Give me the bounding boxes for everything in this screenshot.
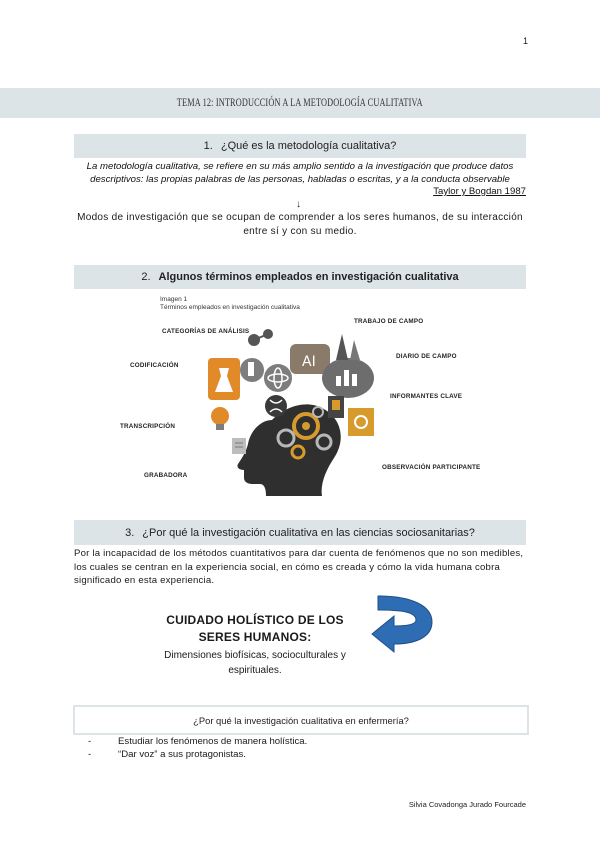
definition-quote bbox=[74, 160, 526, 186]
section3-body-line-1: Por la incapacidad de los métodos cuantitativos para dar cuenta de fenómenos que no son medibles, bbox=[74, 548, 524, 559]
term-categorias: CATEGORÍAS DE ANÁLISIS bbox=[162, 328, 250, 335]
figure-caption-line-2: Términos empleados en investigación cualitativa bbox=[160, 304, 300, 311]
figure-caption-line-1: Imagen 1 bbox=[160, 296, 188, 303]
network-icon bbox=[248, 329, 273, 346]
section3-number: 3. bbox=[125, 526, 135, 539]
dna-icon bbox=[265, 395, 287, 417]
section1-title: ¿Qué es la metodología cualitativa? bbox=[220, 140, 397, 152]
chemistry-icon bbox=[328, 396, 344, 418]
main-title: TEMA 12: INTRODUCCIÓN A LA METODOLOGÍA CUALITATIVA bbox=[177, 97, 423, 109]
section2-title: Algunos términos empleados en investigación cualitativa bbox=[158, 271, 459, 283]
nursing-question: ¿Por qué la investigación cualitativa en enfermería? bbox=[193, 714, 409, 726]
term-trabajo-campo: TRABAJO DE CAMPO bbox=[354, 318, 424, 325]
figure-caption bbox=[160, 296, 300, 312]
section1-number: 1. bbox=[203, 140, 213, 152]
section3-body bbox=[74, 547, 526, 588]
bullet-text: Estudiar los fenómenos de manera holística. bbox=[118, 736, 308, 747]
flask-icon bbox=[208, 358, 240, 400]
term-codificacion: CODIFICACIÓN bbox=[130, 362, 179, 369]
section3-body-line-2: los cuales se centran en la experiencia social, en cómo es creada y cómo la vida humana cobra bbox=[74, 561, 501, 573]
holistic-care-block bbox=[150, 612, 360, 678]
modes-line-1: Modos de investigación que se ocupan de comprender a los seres humanos, de su interacción bbox=[77, 212, 523, 223]
list-item bbox=[88, 748, 307, 761]
holistic-subtitle-line-1: Dimensiones biofísicas, socioculturales y bbox=[164, 650, 346, 661]
term-observacion: OBSERVACIÓN PARTICIPANTE bbox=[382, 464, 481, 471]
nursing-bullet-list bbox=[88, 735, 307, 761]
list-item bbox=[88, 735, 307, 748]
holistic-title-line-1: CUIDADO HOLÍSTICO DE LOS bbox=[166, 613, 344, 627]
main-title-band bbox=[0, 88, 600, 118]
citation: Taylor y Bogdan 1987 bbox=[433, 186, 526, 197]
head-illustration bbox=[202, 320, 382, 496]
modes-text bbox=[74, 211, 526, 239]
lightbulb-icon bbox=[211, 407, 229, 430]
document-icon bbox=[232, 438, 246, 454]
section3-title: ¿Por qué la investigación cualitativa en las ciencias sociosanitarias? bbox=[142, 526, 475, 539]
section2-header bbox=[74, 265, 526, 289]
microscope-icon bbox=[240, 358, 264, 382]
holistic-title-line-2: SERES HUMANOS: bbox=[198, 630, 312, 644]
section3-header bbox=[74, 520, 526, 545]
section2-number: 2. bbox=[141, 271, 151, 283]
atom-icon bbox=[264, 364, 292, 392]
bullet-dash: - bbox=[88, 736, 92, 747]
bullet-text: “Dar voz” a sus protagonistas. bbox=[118, 749, 246, 760]
terms-figure bbox=[118, 296, 508, 496]
author-footer: Silvia Covadonga Jurado Fourcade bbox=[408, 800, 526, 809]
section3-body-line-3: significado en esta experiencia. bbox=[74, 575, 215, 586]
modes-line-2: entre sí y con su medio. bbox=[243, 226, 357, 237]
bullet-dash: - bbox=[88, 749, 92, 760]
holistic-subtitle-line-2: espirituales. bbox=[228, 665, 282, 676]
nursing-question-box bbox=[73, 705, 529, 735]
term-informantes: INFORMANTES CLAVE bbox=[390, 393, 463, 400]
term-grabadora: GRABADORA bbox=[144, 472, 188, 479]
down-arrow-icon: ↓ bbox=[296, 199, 301, 210]
quote-line-1: La metodología cualitativa, se refiere en su más amplio sentido a la investigación que produce datos bbox=[86, 161, 514, 172]
tower-icon bbox=[336, 334, 360, 360]
section1-header bbox=[74, 134, 526, 158]
term-transcripcion: TRANSCRIPCIÓN bbox=[120, 423, 176, 430]
page-number: 1 bbox=[522, 36, 528, 46]
idea-bubble-icon bbox=[290, 344, 330, 374]
term-diario-campo: DIARIO DE CAMPO bbox=[396, 353, 457, 360]
curved-arrow-icon bbox=[368, 590, 438, 654]
biohazard-icon bbox=[348, 408, 374, 436]
quote-line-2: descriptivos: las propias palabras de las personas, habladas o escritas, y a la conducta observable bbox=[90, 174, 510, 185]
ai-label: AI bbox=[302, 354, 316, 370]
chart-icon bbox=[322, 358, 374, 398]
